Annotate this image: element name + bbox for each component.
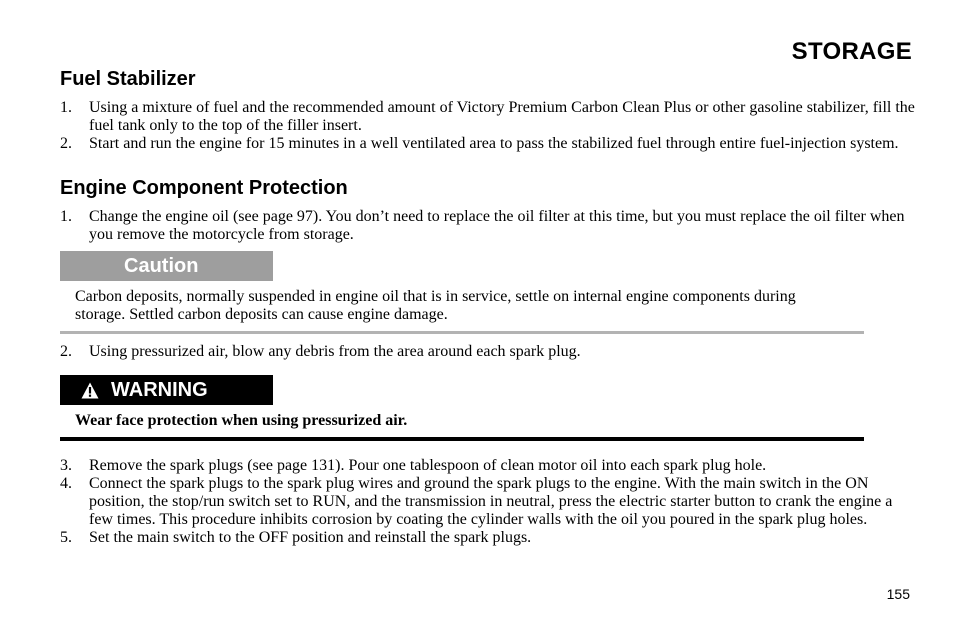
fuel-stabilizer-steps [60, 99, 920, 153]
step-text: Remove the spark plugs (see page 131). Pour one tablespoon of clean motor oil into each spark plug hole. [89, 457, 767, 474]
list-item [60, 457, 920, 475]
caution-divider [60, 331, 864, 334]
caution-text: Carbon deposits, normally suspended in engine oil that is in service, settle on internal engine components during storage. Settled carbon deposits can cause engine damage. [75, 288, 796, 323]
caution-label: Caution [60, 251, 273, 281]
step-text: Connect the spark plugs to the spark plug wires and ground the spark plugs to the engine. With the main switch in the ON position, the stop/run switch set to RUN, and the transmission in neutral, press the electric starter button to crank the engine a few times. This procedure inhibits corrosion by coating the cylinder walls with the oil you poured in the spark plug holes. [89, 475, 893, 528]
step-number: 3. [60, 457, 72, 474]
list-item [60, 135, 920, 153]
warning-label: WARNING [111, 379, 208, 401]
step-number: 1. [60, 99, 72, 116]
engine-steps-c [60, 457, 920, 547]
list-item [60, 99, 920, 135]
list-item [60, 529, 920, 547]
list-item [60, 475, 920, 529]
step-number: 2. [60, 343, 72, 360]
step-text: Change the engine oil (see page 97). You don’t need to replace the oil filter at this time, but you must replace the oil filter when you remove the motorcycle from storage. [89, 208, 905, 243]
warning-triangle-icon [81, 382, 99, 399]
page-number: 155 [886, 586, 910, 602]
warning-divider [60, 437, 864, 441]
fuel-stabilizer-heading: Fuel Stabilizer [60, 68, 196, 90]
list-item [60, 343, 920, 361]
section-title: STORAGE [791, 38, 912, 65]
warning-banner [60, 375, 273, 405]
step-number: 1. [60, 208, 72, 225]
step-number: 4. [60, 475, 72, 492]
engine-steps-a [60, 208, 920, 244]
step-number: 5. [60, 529, 72, 546]
step-text: Set the main switch to the OFF position and reinstall the spark plugs. [89, 529, 532, 546]
list-item [60, 208, 920, 244]
engine-protection-heading: Engine Component Protection [60, 177, 348, 199]
step-text: Start and run the engine for 15 minutes in a well ventilated area to pass the stabilized fuel through entire fuel-injection system. [89, 135, 899, 152]
engine-steps-b [60, 343, 920, 361]
step-text: Using a mixture of fuel and the recommended amount of Victory Premium Carbon Clean Plus or other gasoline stabilizer, fill the fuel tank only to the top of the filler insert. [89, 99, 915, 134]
warning-text: Wear face protection when using pressurized air. [75, 412, 408, 429]
step-number: 2. [60, 135, 72, 152]
step-text: Using pressurized air, blow any debris from the area around each spark plug. [89, 343, 581, 360]
